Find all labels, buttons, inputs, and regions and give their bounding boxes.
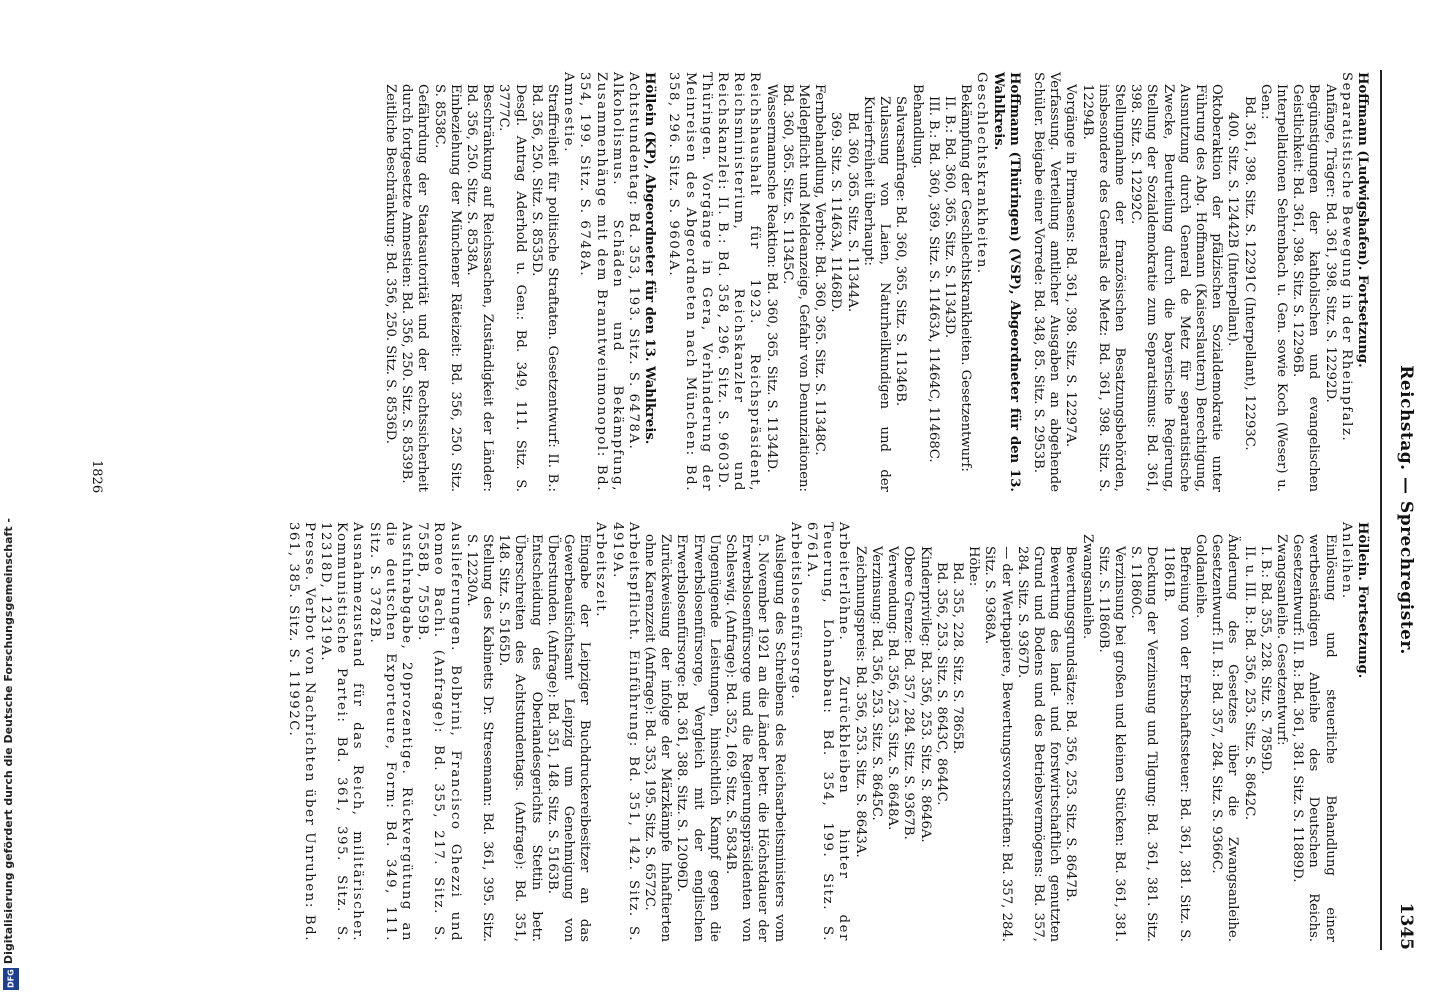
entry-line: Begünstigungen der katholischen und evangelischen Geistlichkeit: Bd. 361, 398. Sitz. S. 12296B. [1290, 84, 1322, 492]
running-title: Reichstag. — Sprechregister. [1396, 365, 1416, 655]
entry-line: III. B.: Bd. 360, 369. Sitz. S. 11463A, 11464C, 11468C. [925, 96, 941, 463]
subject-heading: Separatistische Bewegung in der Rheinpfalz. [1338, 72, 1354, 443]
entry-line: 369. Sitz. S. 11463A, 11468D. [828, 112, 844, 313]
entry-line: 400. Sitz. S. 12442B (Interpellant). [1225, 112, 1241, 347]
subject-heading: Auslieferungen. Bolbrini, Francisco Ghezzi und Romeo Bachi. (Anfrage): Bd. 355, 217. Sitz. S. 7558B, 7559B. [415, 522, 463, 942]
entry-line: Goldanleihe. [1192, 534, 1208, 619]
entry-line: Anfänge, Träger: Bd. 361, 398. Sitz. S. 12292D. [1322, 84, 1338, 403]
left-column [382, 72, 1370, 492]
entry-line: Vorgänge in Pirmasens: Bd. 361, 398. Sitz. S. 12297A. [1063, 84, 1079, 448]
subject-heading: Ausfuhrabgabe, 20prozentige. Rückvergütung an die deutschen Exporteure, Form: Bd. 349, 111. Sitz. S. 3782B. [366, 522, 415, 942]
subject-heading: Presse. Verbot von Nachrichten über Unruhen: Bd. 361, 385. Sitz. S. 11992C. [285, 522, 317, 942]
entry-line: Fernbehandlung, Verbot: Bd. 360, 365. Sitz. S. 11348C. [812, 84, 828, 456]
right-column [284, 522, 1370, 942]
entry-line: Wassermannsche Reaktion: Bd. 360, 365. Sitz. S. 11344D. [763, 84, 779, 473]
entry-line: Beschränkung auf Reichssachen, Zuständigkeit der Länder: Bd. 356, 250. Sitz. S. 8538A. [464, 84, 496, 492]
entry-line: I. B.: Bd. 355, 228. Sitz. S. 7859D. [1257, 546, 1273, 775]
entry-line: Entscheidung des Oberlandesgerichts Stettin betr. Überschreiten des Achtstundentags. (Anfrage): Bd. 351, 148. Sitz. S. 5165D. [496, 534, 544, 942]
subject-heading: Thüringen. Vorgänge in Gera, Verhinderung der Meinreisen des Abgeordneten nach München: Bd. 358, 296. Sitz. S. 9604A. [666, 72, 714, 492]
entry-line: Meldepflicht und Meldeanzeige, Gefahr von Denunziationen: Bd. 360, 365. Sitz. S. 11345C. [779, 84, 812, 492]
entry-line: Eingabe der Leipziger Buchdruckereibesitzer an das Gewerbeaufsichtsamt Leipzig um Genehmigung von Überstunden. (Anfrage): Bd. 351, 148. Sitz. S. 5163B. [544, 534, 593, 942]
entry-line: Obere Grenze: Bd. 357, 284. Sitz. S. 9367B. [901, 546, 917, 840]
subject-heading: Arbeiterlöhne. Zurückbleiben hinter der Teuerung, Lohnabbau: Bd. 354, 199. Sitz. S. 6761A. [804, 522, 852, 942]
entry-line: Salvarsanfrage: Bd. 360, 365. Sitz. S. 11346B. [893, 96, 909, 407]
entry-line: II. u. III. B.: Bd. 356, 253. Sitz. S. 8642C. [1241, 546, 1257, 821]
entry-heading: Höllein. Fortsetzung. [1355, 522, 1370, 679]
subject-heading: Amnestie. [561, 72, 577, 154]
entry-line: Einbeziehung der Münchener Räteizeit: Bd. 356, 250. Sitz. S. 8538C. [431, 84, 463, 492]
subject-heading: Alkoholismus. Schäden und Bekämpfung, Zusammenhänge mit dem Branntweinmonopol: Bd. 354, 199. Sitz. S. 6748A. [577, 72, 625, 492]
entry-line: Höhe: [966, 546, 982, 587]
subject-heading: Achtstundentag: Bd. 353, 193. Sitz. S. 6478A. [626, 72, 642, 451]
subject-heading: Arbeitslosenfürsorge. [787, 522, 803, 701]
entry-line: Ungenügende Leistungen, hinsichtlich Kampf gegen die Erwerbslosenfürsorge, Vergleich mit der englischen Erwerbslosenfürsorge: Bd. 361, 388. Sitz. S. 12096D. [674, 534, 722, 942]
subject-heading: Arbeitszeit. [593, 522, 609, 619]
entry-line: Bd. 355, 228. Sitz. S. 7865B. [949, 562, 965, 754]
entry-line: Straffreiheit für politische Straftaten. Gesetzentwurf: II. B.: Bd. 356, 250. Sitz. S. 8535D. [528, 84, 561, 492]
entry-heading: Hoffmann (Ludwigshafen). Fortsetzung. [1355, 72, 1370, 368]
subject-heading: Reichshaushalt für 1923. Reichspräsident, Reichsministerium, Reichskanzler und Reichskanzlei: II. B.: Bd. 358, 296. Sitz. S. 9603D. [715, 72, 763, 492]
dfg-logo: DFG [3, 968, 19, 990]
sheet-number: 1826 [89, 460, 104, 494]
entry-line: Verzinsung: Bd. 356, 253. Sitz. S. 8645C. [868, 546, 884, 821]
entry-line: Bewertungsgrundsätze: Bd. 356, 253. Sitz. S. 8647B. [1063, 546, 1079, 902]
entry-line: Änderung des Gesetzes über die Zwangsanleihe. Gesetzentwurf: II. B.: Bd. 357, 284. Sitz. S. 9366C. [1209, 534, 1241, 942]
entry-line: Verzinsung bei großen und kleinen Stücken: Bd. 361, 381. Sitz. S. 11860B. [1095, 546, 1127, 942]
entry-line: Bekämpfung der Geschlechtskrankheiten. Gesetzentwurf: [958, 84, 974, 472]
entry-line: Zeitliche Beschränkung: Bd. 356, 250. Sitz. S. 8536D. [383, 84, 399, 444]
digitization-sidebar [0, 0, 22, 1000]
subject-heading: Ausnahmezustand für das Reich, militärischer. Kommunistische Partei: Bd. 361, 395. Sitz. S. 12318D, 12319A. [318, 522, 366, 942]
entry-line: Bewertung des land- und forstwirtschaftlich genutzten Grund und Bodens und des Betriebsvermögens: Bd. 357, 284. Sitz. S. 9367D. [1014, 546, 1063, 942]
entry-line: Verfassung. Verteilung amtlicher Ausgaben an abgehende Schüler. Beigabe einer Vorrede: Bd. 348, 85. Sitz. S. 2953B. [1030, 72, 1063, 492]
entry-line: Interpellationen Sehrenbach u. Gen. sowie Koch (Weser) u. Gen.: [1257, 84, 1289, 492]
entry-line: Gefährdung der Staatsautorität und der Rechtssicherheit durch fortgesetzte Amnestien: Bd. 356, 250. Sitz. S. 8539B. [399, 84, 431, 492]
entry-line: Bd. 361, 398. Sitz. S. 12291C (Interpellant), 12293C. [1241, 96, 1257, 451]
entry-line: Deckung der Verzinsung und Tilgung: Bd. 361, 381. Sitz. S. 11860C. [1128, 546, 1160, 942]
entry-line: Auslegung des Schreibens des Reichsarbeitsministers vom 5. November 1921 an die Länder betr. die Höchstdauer der Erwerbslosenfürsorge und die Regierungspräsidenten von Schleswig. (Anfrage): Bd. 352, 169. Sitz. S. 5834B. [723, 534, 787, 942]
entry-line: Behandlung. [909, 84, 925, 169]
entry-line: — der Wertpapiere, Bewertungsvorschriften: Bd. 357, 284. Sitz. S. 9368A. [982, 546, 1014, 942]
entry-line: Zulassung von Laien, Naturheilkundigen und der Kurierfreiheit überhaupt: [860, 96, 893, 492]
entry-heading: Hoffmann (Thüringen) (VSP), Abgeordneter für den 13. Wahlkreis. [990, 72, 1022, 492]
entry-line: Bd. 360, 365. Sitz. S. 11344A. [844, 112, 860, 313]
subject-heading: Geschlechtskrankheiten. [974, 72, 990, 275]
entry-line: II. B.: Bd. 360, 365. Sitz. S. 11343D. [941, 96, 957, 339]
page-number: 1345 [1396, 902, 1416, 950]
entry-line: Desgl. Antrag Aderhold u. Gen.: Bd. 349, 111. Sitz. S. 3777C. [496, 84, 528, 492]
entry-line: Zeichnungspreis: Bd. 356, 253. Sitz. S. 8643A. [852, 546, 868, 858]
entry-line: Verwendung: Bd. 356, 253. Sitz. S. 8648A. [885, 546, 901, 831]
entry-line: Bd. 356, 253. Sitz. S. 8643C, 8644C. [933, 562, 949, 806]
entry-heading: Höllein (KP), Abgeordneter für den 13. Wahlkreis. [642, 72, 658, 445]
subject-heading: Arbeitspflicht. Einführung: Bd. 351, 142. Sitz. S. 4919A. [609, 522, 641, 942]
subject-heading: Anleihen. [1338, 522, 1354, 600]
entry-line: Zurückweisung der infolge der Märzkämpfe Inhaftierten ohne Karenzzeit (Anfrage): Bd. 353, 195. Sitz. S. 6572C. [642, 534, 674, 942]
entry-line: Stellung des Kabinetts Dr. Stresemann: Bd. 361, 395. Sitz. S. 12230A. [463, 534, 496, 942]
entry-line: Zwangsanleihe. [1079, 534, 1095, 640]
entry-line: Zwangsanleihe. Gesetzentwurf: [1273, 534, 1289, 746]
entry-line: Stellungnahme der französischen Besatzungsbehörden, insbesondere des Generals de Metz: Bd. 361, 398. Sitz. S. 12294B. [1079, 84, 1127, 492]
digitization-note: Digitalisierung gefördert durch die Deutsche Forschungsgemeinschaft - [2, 517, 15, 964]
entry-line: Kinderprivileg: Bd. 356, 253. Sitz. S. 8646A. [917, 546, 933, 843]
page-header [1380, 70, 1422, 950]
entry-line: Befreiung von der Erbschaftssteuer: Bd. 361, 381. Sitz. S. 11861B. [1160, 546, 1192, 942]
entry-line: Oktoberaktion der pfälzischen Sozialdemokratie unter Führung des Abg. Hoffmann (Kaiserslautern) Berechtigung, Ausnutzung durch General de Metz für separatistische Zwecke, Beurteilung durch die bayerische Regierung, Stellung der Sozialdemokratie zum Separatismus: Bd. 361, 398. Sitz. S. 12292C. [1128, 84, 1225, 492]
entry-line: Einlösung und steuerliche Behandlung einer wertbeständigen Anleihe des Deutschen Reichs. Gesetzentwurf: II. B.: Bd. 361, 381. Sitz. S. 11889D. [1290, 534, 1338, 942]
